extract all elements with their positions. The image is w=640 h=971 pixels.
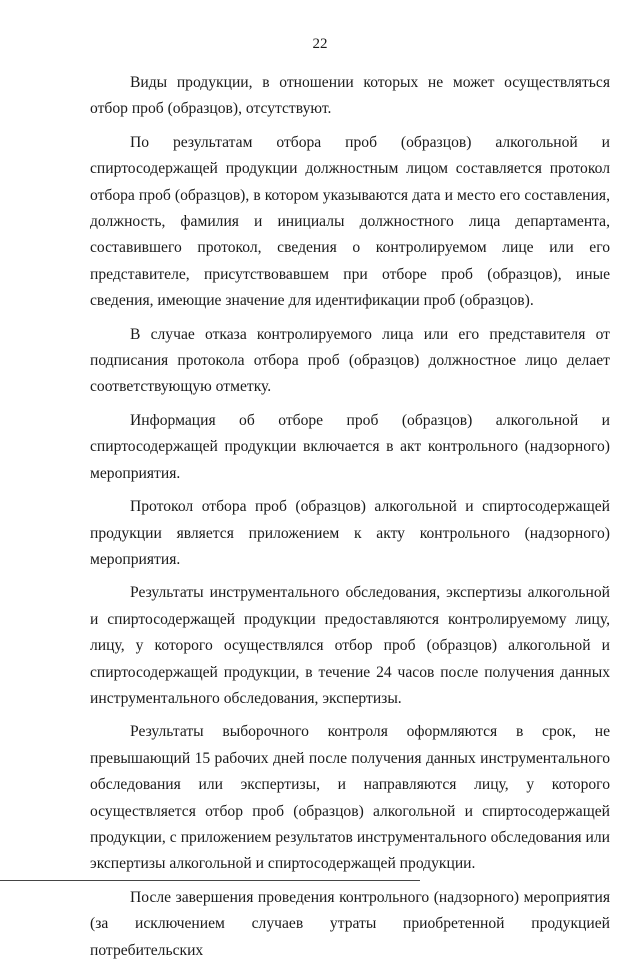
footer-divider: [0, 880, 420, 881]
paragraph-examination-results: Результаты инструментального обследования, экспертизы алкогольной и спиртосодержащей продукции предоставляются контролируемому лицу, лицу, у которого осуществлялся отбор проб (образцов) алкогольной и спиртосодержащей продукции, в течение 24 часов после получения данных инструментального обследования, экспертизы.: [90, 584, 610, 707]
paragraph-after-completion: После завершения проведения контрольного (надзорного) мероприятия (за исключением случаев утраты приобретенной продукцией потребительских: [90, 888, 610, 959]
page-number: 22: [312, 36, 328, 52]
paragraph-protocol-appendix: Протокол отбора проб (образцов) алкогольной и спиртосодержащей продукции является приложением к акту контрольного (надзорного) мероприятия.: [90, 498, 610, 568]
paragraph-inspection-act: Информация об отборе проб (образцов) алкогольной и спиртосодержащей продукции включается в акт контрольного (надзорного) мероприятия.: [90, 411, 610, 482]
paragraph-sample-types: Виды продукции, в отношении которых не может осуществляться отбор проб (образцов), отсутствуют.: [90, 74, 610, 118]
document-body: [90, 70, 610, 971]
paragraph-selective-control-results: Результаты выборочного контроля оформляются в срок, не превышающий 15 рабочих дней после получения данных инструментального обследования или экспертизы, и направляются лицу, у которого осуществляется отбор проб (образцов) алкогольной и спиртосодержащей продукции, с приложением результатов инструментального обследования или экспертизы алкогольной и спиртосодержащей продукции.: [90, 723, 610, 873]
paragraph-refusal-to-sign: В случае отказа контролируемого лица или его представителя от подписания протокола отбора проб (образцов) должностное лицо делает соответствующую отметку.: [90, 325, 610, 396]
paragraph-sampling-protocol: По результатам отбора проб (образцов) алкогольной и спиртосодержащей продукции должностным лицом составляется протокол отбора проб (образцов), в котором указываются дата и место его составления, должность, фамилия и инициалы должностного лица департамента, составившего протокол, сведения о контролируемом лице или его представителе, присутствовавшем при отборе проб (образцов), иные сведения, имеющие значение для идентификации проб (образцов).: [90, 133, 610, 310]
